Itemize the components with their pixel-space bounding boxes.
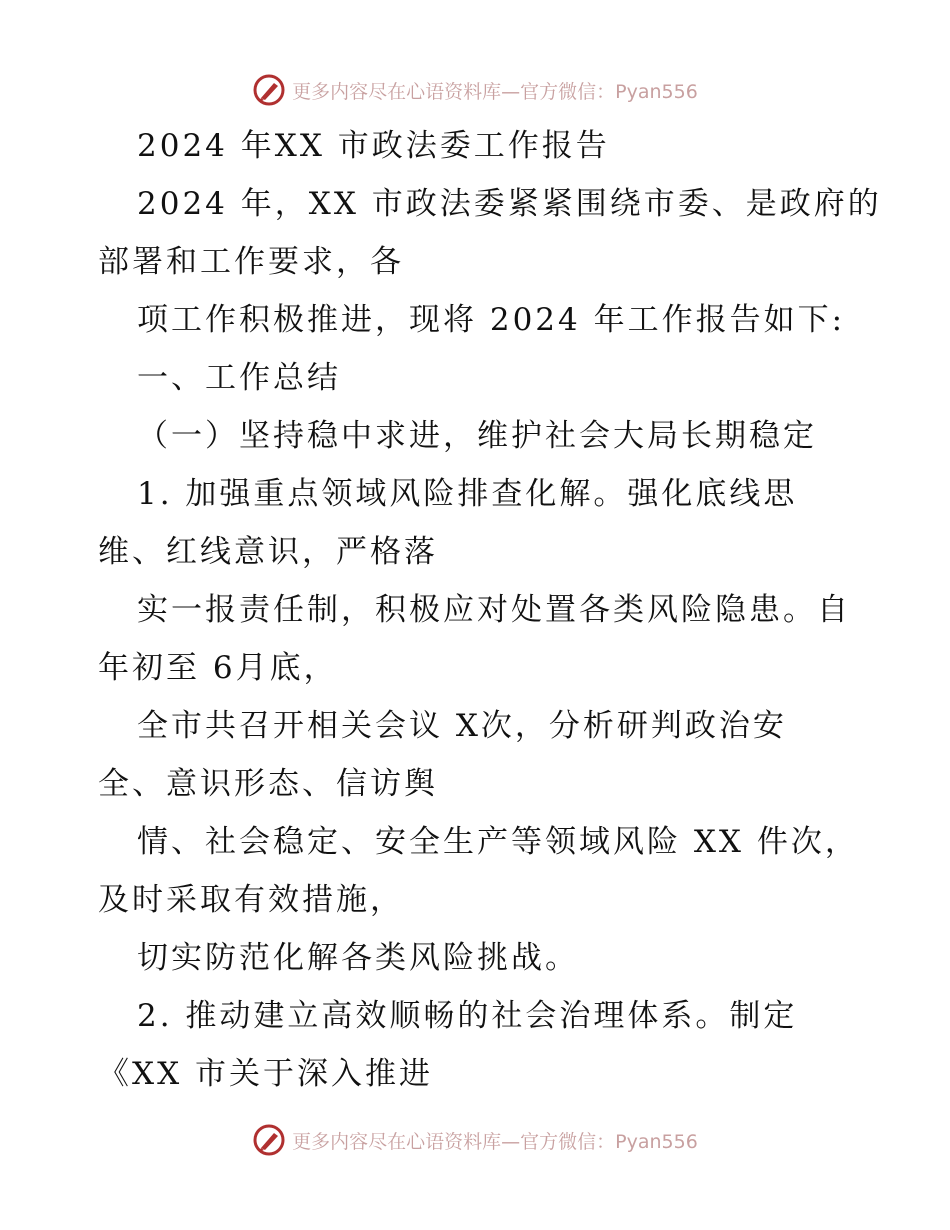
watermark-banner-bottom (0, 1120, 950, 1160)
paragraph-line: 全市共召开相关会议 X次，分析研判政治安 (137, 708, 787, 744)
paragraph-line: 2024 年，XX 市政法委紧紧围绕市委、是政府的 (137, 186, 882, 222)
paragraph-line: 《XX 市关于深入推进 (98, 1056, 433, 1092)
paragraph-line: 实一报责任制，积极应对处置各类风险隐患。自 (137, 592, 851, 628)
pen-logo-icon (252, 1123, 286, 1157)
paragraph-line: 2. 推动建立高效顺畅的社会治理体系。制定 (137, 998, 798, 1034)
subsection-heading: （一）坚持稳中求进，维护社会大局长期稳定 (137, 418, 817, 454)
paragraph-line: 1. 加强重点领域风险排查化解。强化底线思 (137, 476, 798, 512)
paragraph-line: 年初至 6月底， (98, 650, 338, 686)
watermark-text: 更多内容尽在心语资料库—官方微信：Pyan556 (292, 80, 698, 103)
paragraph-line: 切实防范化解各类风险挑战。 (137, 940, 579, 976)
paragraph-line: 部署和工作要求，各 (98, 244, 404, 280)
paragraph-line: 情、社会稳定、安全生产等领域风险 XX 件次， (137, 824, 859, 860)
paragraph-line: 项工作积极推进，现将 2024 年工作报告如下: (137, 302, 846, 338)
watermark-text: 更多内容尽在心语资料库—官方微信：Pyan556 (292, 1130, 698, 1153)
section-heading: 一、工作总结 (137, 360, 341, 396)
document-title: 2024 年XX 市政法委工作报告 (137, 128, 610, 164)
paragraph-line: 维、红线意识，严格落 (98, 534, 438, 570)
paragraph-line: 全、意识形态、信访舆 (98, 766, 438, 802)
paragraph-line: 及时采取有效措施， (98, 882, 404, 918)
